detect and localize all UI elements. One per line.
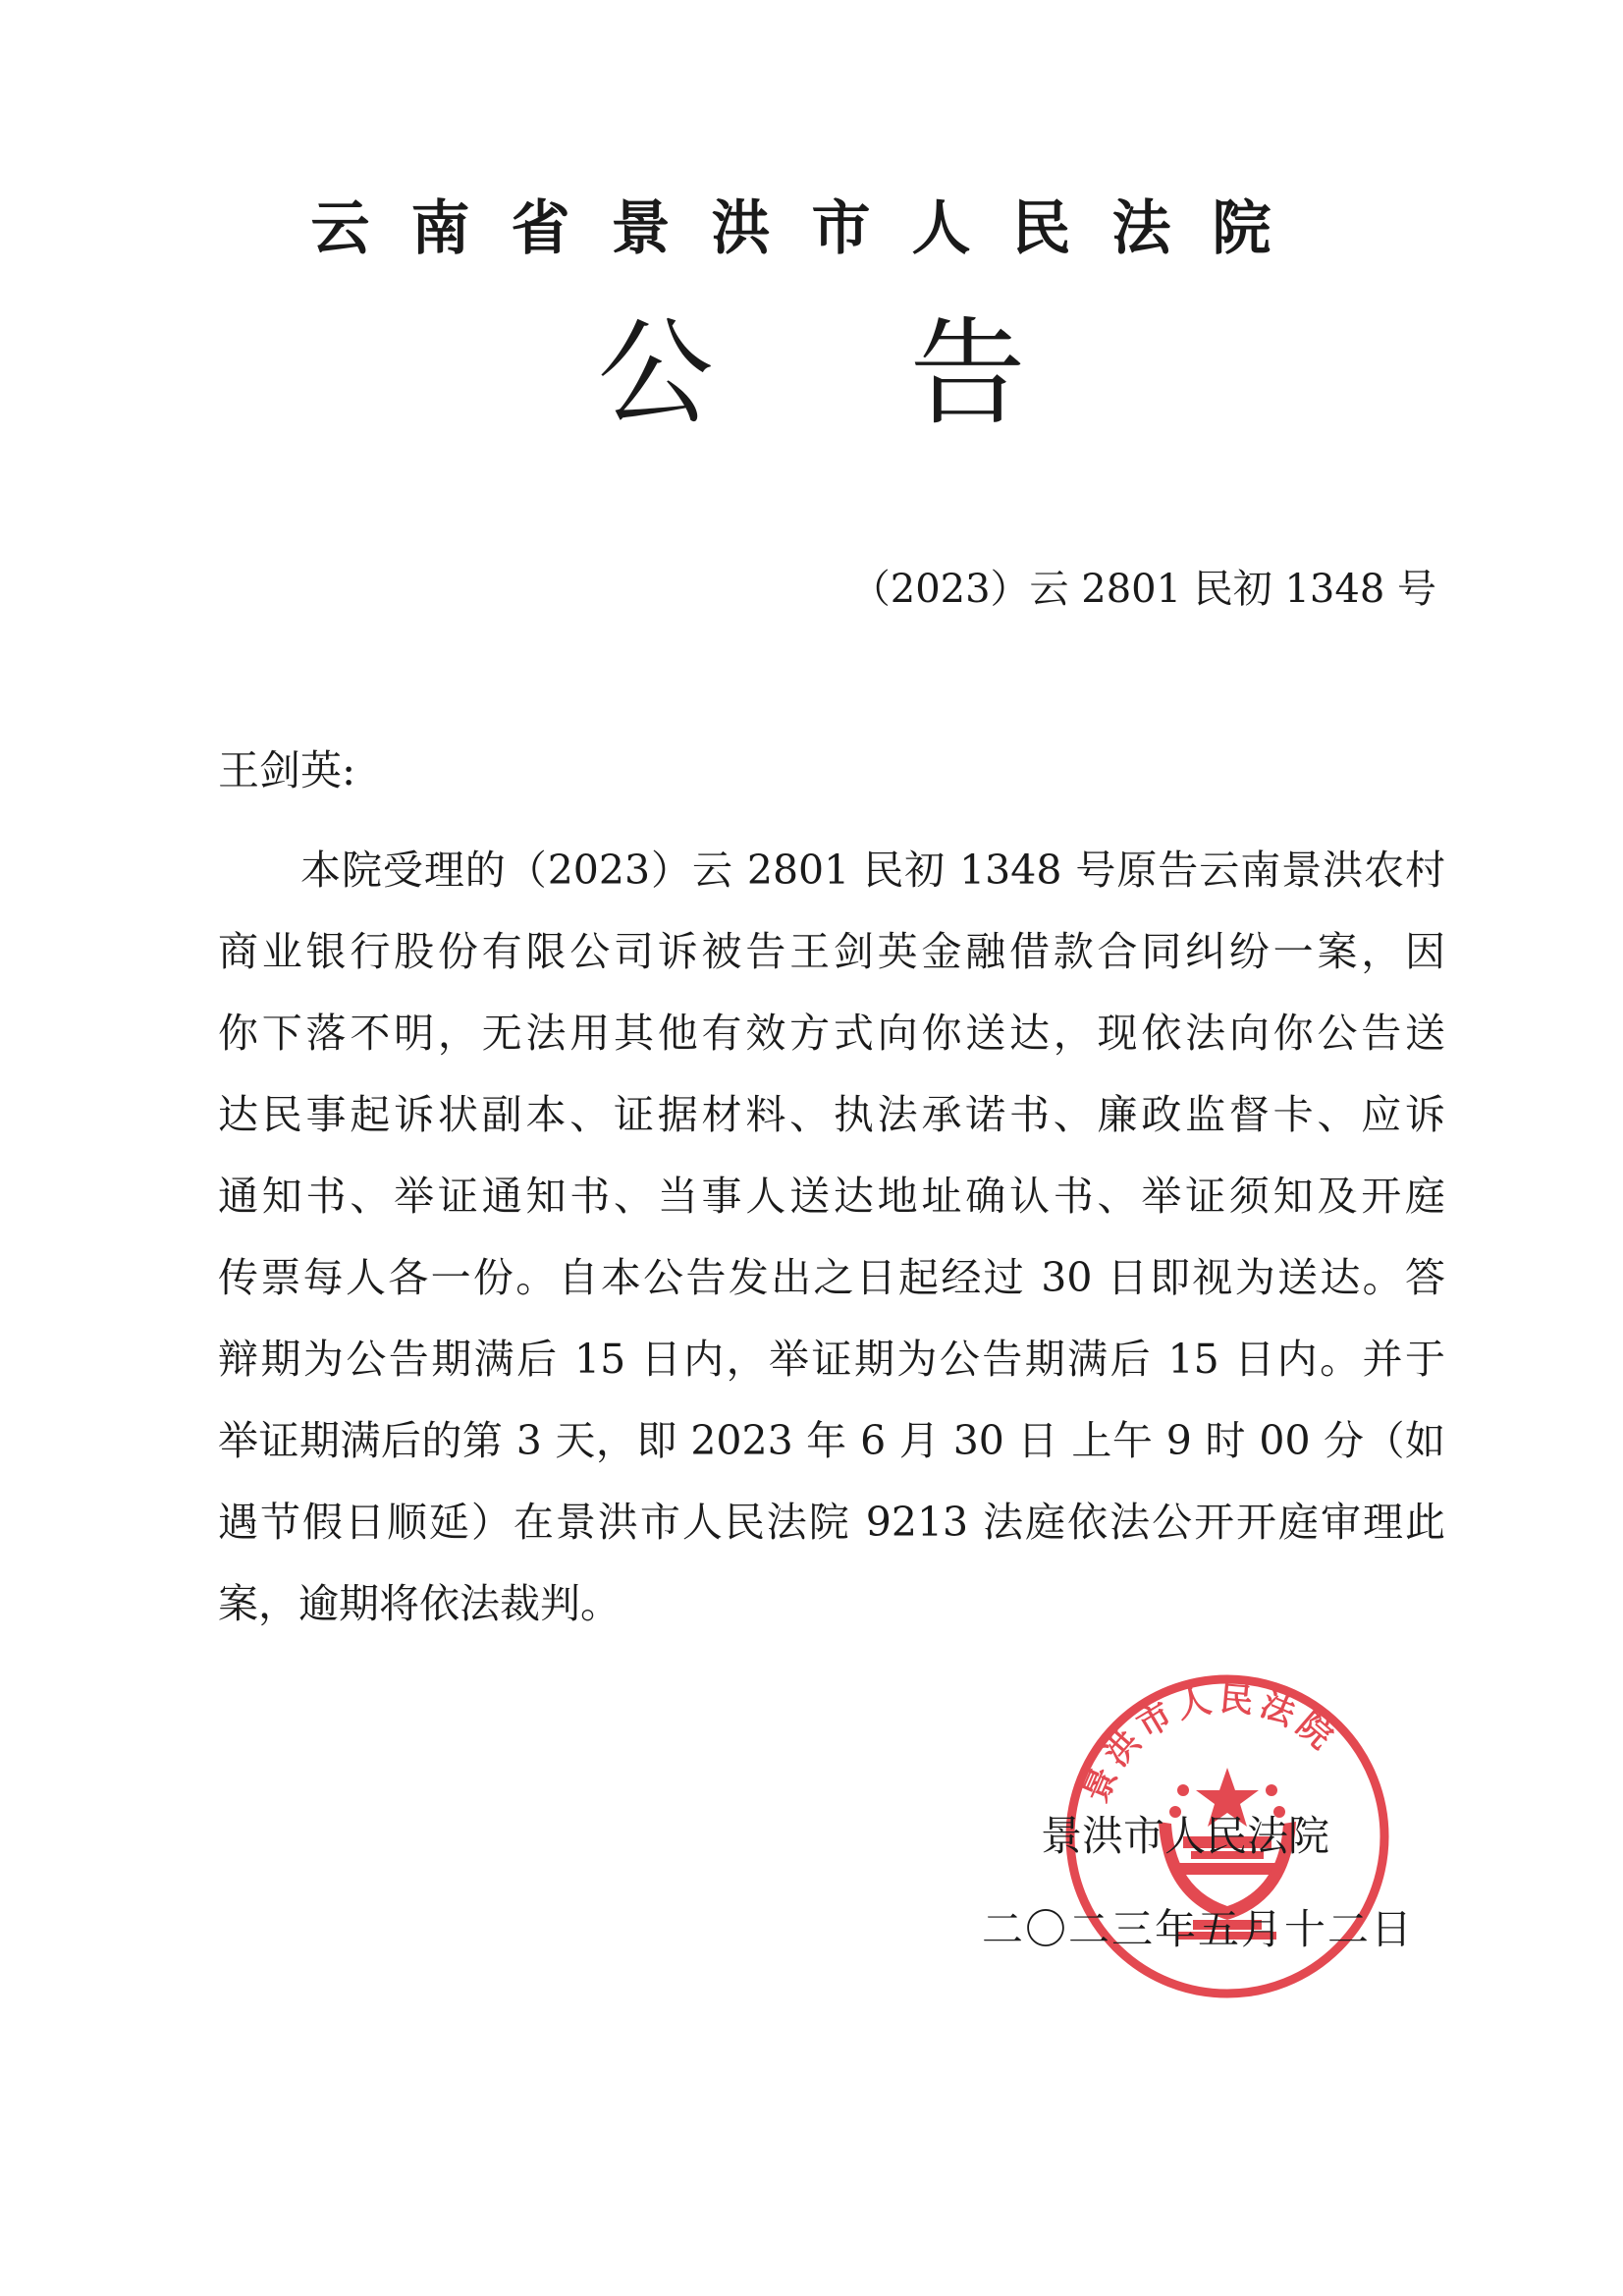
- body-line: 传票每人各一份。自本公告发出之日起经过 30 日即视为送达。答: [218, 1254, 1445, 1301]
- body-line: 举证期满后的第 3 天，即 2023 年 6 月 30 日 上午 9 时 00 分（如: [218, 1417, 1445, 1464]
- notice-body: [218, 830, 1445, 1645]
- body-line: 遇节假日顺延）在景洪市人民法院 9213 法庭依法公开开庭审理此: [218, 1499, 1445, 1546]
- body-line: 案，逾期将依法裁判。: [218, 1580, 621, 1627]
- body-line: 本院受理的（2023）云 2801 民初 1348 号原告云南景洪农村: [300, 847, 1445, 894]
- body-line: 达民事起诉状副本、证据材料、执法承诺书、廉政监督卡、应诉: [218, 1091, 1445, 1138]
- body-line: 商业银行股份有限公司诉被告王剑英金融借款合同纠纷一案，因: [218, 928, 1445, 975]
- addressee: 王剑英:: [218, 746, 356, 794]
- body-line: 辩期为公告期满后 15 日内，举证期为公告期满后 15 日内。并于: [218, 1336, 1445, 1383]
- body-line: 通知书、举证通知书、当事人送达地址确认书、举证须知及开庭: [218, 1173, 1445, 1220]
- signing-court: 景洪市人民法院: [1041, 1812, 1330, 1860]
- body-line: 你下落不明，无法用其他有效方式向你送达，现依法向你公告送: [218, 1010, 1445, 1057]
- signing-date: 二〇二三年五月十二日: [982, 1905, 1415, 1953]
- case-number: （2023）云 2801 民初 1348 号: [850, 567, 1436, 612]
- court-name-heading: 云南省景洪市人民法院: [310, 194, 1313, 263]
- seal-arc-text: 景洪市人民法院: [1076, 1678, 1345, 1809]
- document-title: 公告: [597, 305, 1222, 441]
